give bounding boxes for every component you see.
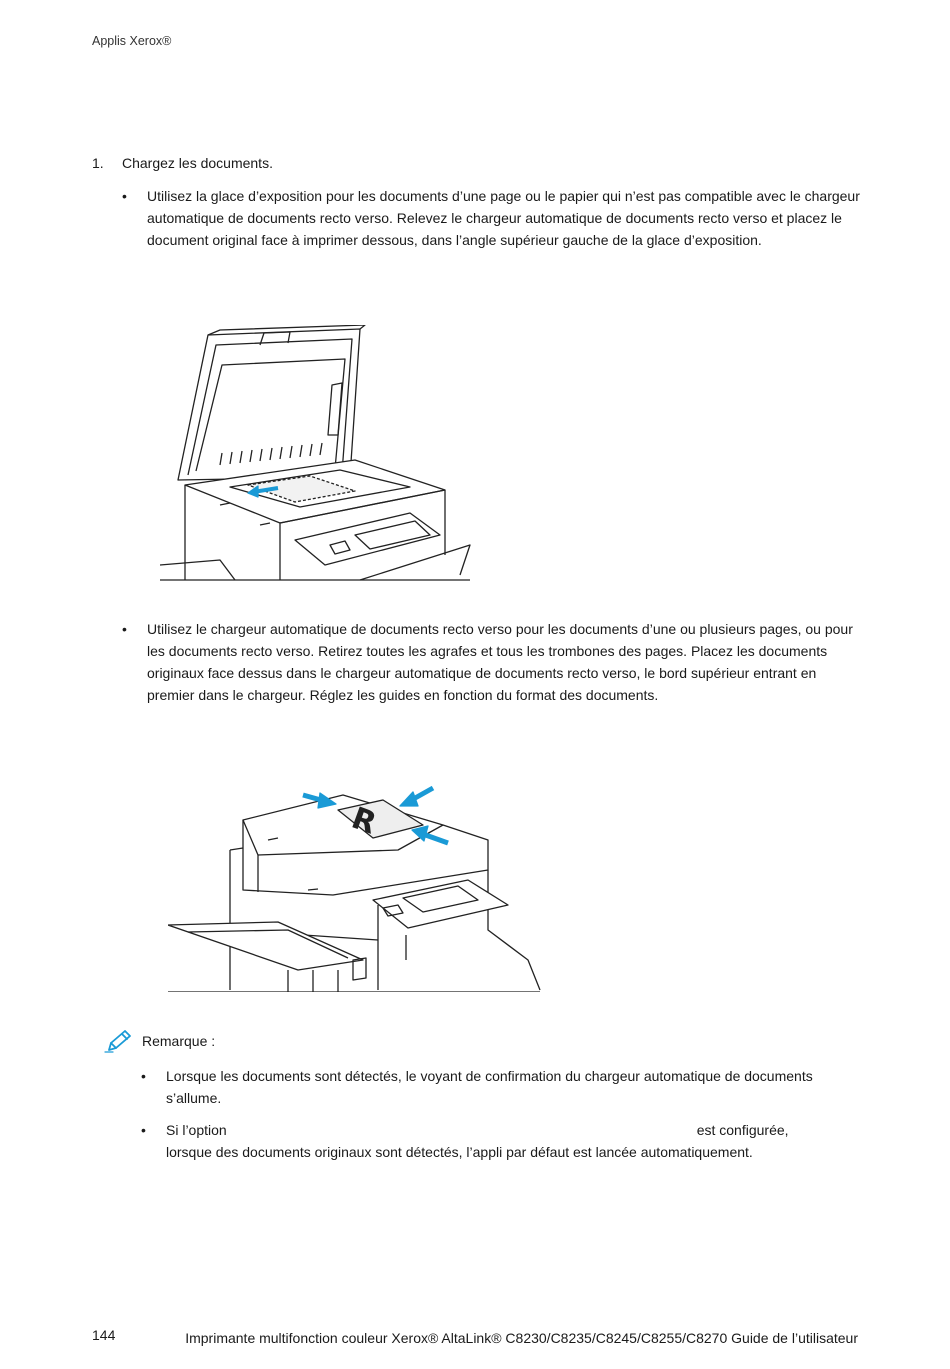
document-glass-illustration — [160, 325, 475, 583]
bullet-document-glass — [122, 185, 862, 251]
note-bullet-default-app — [141, 1119, 826, 1163]
pencil-icon — [103, 1028, 133, 1054]
bullet-dot: • — [122, 188, 127, 204]
note-label: Remarque : — [142, 1033, 216, 1049]
step-number: 1. — [92, 155, 104, 171]
footer-doc-title: Imprimante multifonction couleur Xerox® AltaLink® C8230/C8235/C8245/C8255/C8270 Guide de l’utilisateur — [185, 1330, 858, 1346]
bullet-text-after: est configurée, — [696, 1122, 789, 1138]
bullet-text: Utilisez la glace d’exposition pour les documents d’une page ou le papier qui n’est pas compatible avec le chargeur automatique de documents recto verso. Relevez le chargeur automatique de documents recto verso et placez le document original face à imprimer dessous, dans l’angle supérieur gauche de la glace d’exposition. — [147, 188, 860, 248]
bullet-text-rest: lorsque des documents originaux sont détectés, l’appli par défaut est lancée automatiquement. — [166, 1144, 753, 1160]
bullet-text-before: Si l’option — [166, 1122, 227, 1138]
svg-text:R: R — [347, 800, 381, 842]
bullet-document-feeder — [122, 618, 862, 706]
bullet-text: Utilisez le chargeur automatique de documents recto verso pour les documents d’une ou plusieurs pages, ou pour les documents recto verso. Retirez toutes les agrafes et tous les trombones des pages. Placez les documents originaux face dessus dans le chargeur automatique de documents recto verso, le bord supérieur entrant en premier dans le chargeur. Réglez les guides en fonction du format des documents. — [147, 621, 853, 703]
step-text: Chargez les documents. — [122, 155, 273, 171]
bullet-dot: • — [141, 1122, 146, 1138]
bullet-text: Lorsque les documents sont détectés, le voyant de confirmation du chargeur automatique de documents s’allume. — [166, 1068, 813, 1106]
running-header: Applis Xerox® — [92, 34, 172, 48]
step-1 — [92, 155, 273, 171]
bullet-dot: • — [141, 1068, 146, 1084]
document-feeder-illustration — [168, 780, 543, 992]
bullet-dot: • — [122, 621, 127, 637]
note-bullet-confirmation — [141, 1065, 826, 1109]
page-number: 144 — [92, 1327, 116, 1343]
